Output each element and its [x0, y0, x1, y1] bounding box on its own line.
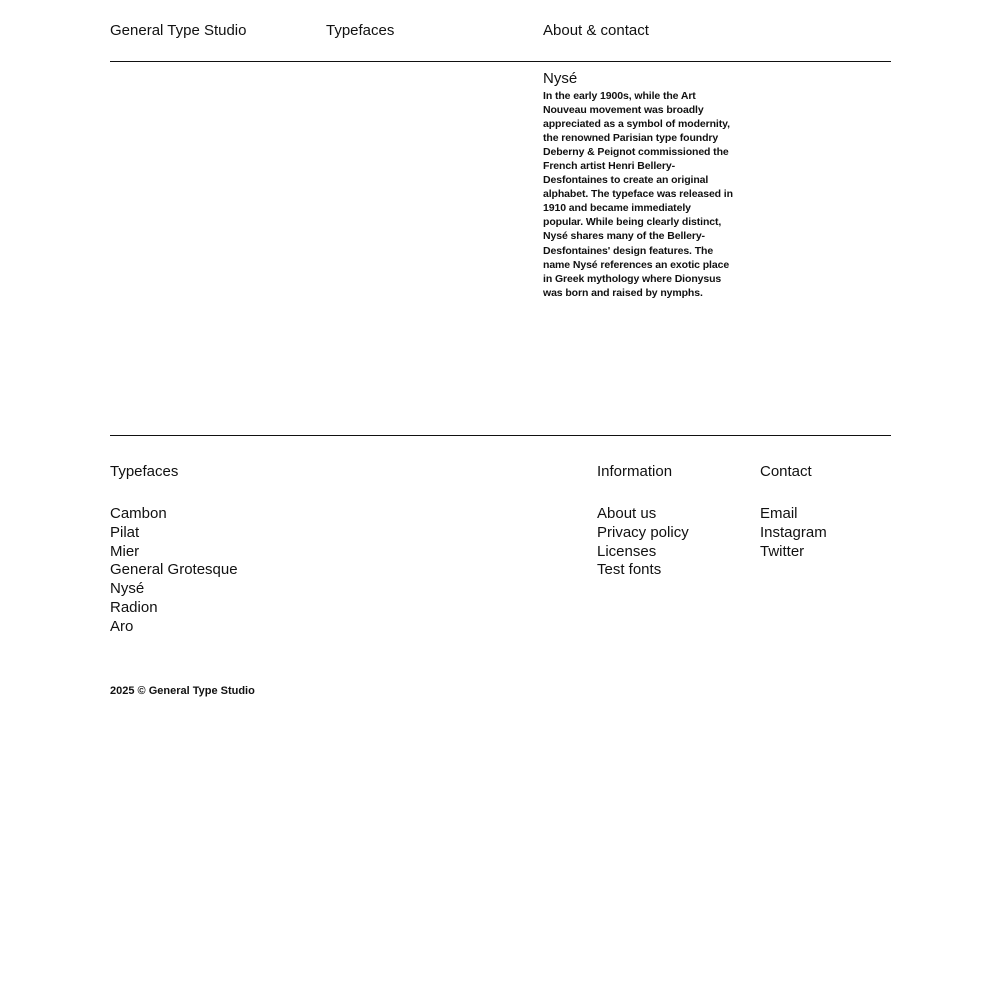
footer-contact-heading: Contact [760, 463, 812, 480]
footer-information-column [597, 463, 689, 580]
footer-contact-list [760, 505, 827, 561]
footer-link-cambon[interactable]: Cambon [110, 505, 167, 522]
footer-link-pilat[interactable]: Pilat [110, 523, 140, 541]
footer-link-nyse[interactable]: Nysé [110, 580, 145, 598]
footer-contact-column [760, 463, 827, 561]
footer-link-licenses[interactable]: Licenses [597, 542, 657, 560]
footer-link-email[interactable]: Email [760, 505, 798, 522]
footer-typefaces-heading: Typefaces [110, 463, 179, 480]
typeface-title: Nysé [543, 70, 578, 87]
footer-information-heading: Information [597, 463, 673, 480]
footer-link-aro[interactable]: Aro [110, 617, 134, 635]
footer-typefaces-column [110, 463, 238, 637]
footer-link-about-us[interactable]: About us [597, 505, 657, 522]
footer-link-mier[interactable]: Mier [110, 542, 140, 560]
header-divider [110, 61, 891, 62]
footer-link-general-grotesque[interactable]: General Grotesque [110, 561, 238, 579]
typeface-body-text: In the early 1900s, while the Art Nouveau movement was broadly appreciated as a symbol of modernity, the renowned Parisian type foundry Deberny & Peignot commissioned the French artist Henri Bellery-Desfontaines to create an original alphabet. The typeface was released in 1910 and became immediately popular. While being clearly distinct, Nysé shares many of the Bellery-Desfontaines' design features. The name Nysé references an exotic place in Greek mythology where Dionysus was born and raised by nymphs. [543, 90, 733, 299]
footer-link-radion[interactable]: Radion [110, 598, 158, 616]
site-logo-link[interactable]: General Type Studio [110, 22, 247, 39]
footer-link-instagram[interactable]: Instagram [760, 523, 827, 541]
nav-about-contact-link[interactable]: About & contact [543, 22, 649, 39]
copyright-text: 2025 © General Type Studio [110, 685, 255, 697]
footer-link-privacy-policy[interactable]: Privacy policy [597, 523, 689, 541]
footer-typefaces-list [110, 505, 238, 637]
footer-information-list [597, 505, 689, 580]
nav-typefaces-link[interactable]: Typefaces [326, 22, 395, 39]
footer-link-twitter[interactable]: Twitter [760, 542, 805, 560]
footer-divider [110, 435, 891, 436]
footer-link-test-fonts[interactable]: Test fonts [597, 561, 662, 579]
typeface-description [543, 70, 733, 300]
site-header [0, 0, 1000, 62]
